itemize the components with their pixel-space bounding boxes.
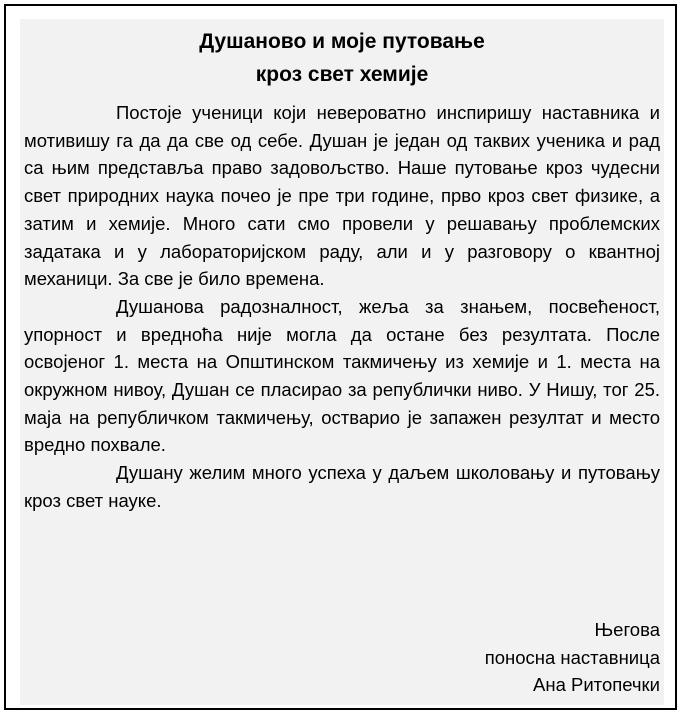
article-frame [4,4,677,710]
paragraph-1: Постоје ученици који невероватно инспиришу наставника и мотивишу га да да све од себе. Душан је један од таквих ученика и рад са њим представља право задовољство. Наше путовање кроз чудесни свет природних наука почео је пре три године, прво кроз свет физике, а затим и хемије. Много сати смо провели у решавању проблемских задатака и у лабораторијском раду, али и у разговору о квантној механици. За све је било времена. [24,102,660,290]
article-sheet [20,19,664,705]
signature-line-1: Његова [594,619,660,640]
article-title-line-1: Душаново и моје путовање [199,30,485,53]
paragraph-2: Душанова радозналност, жеља за знањем, посвећеност, упорност и вредноћа није могла да остане без резултата. После освојеног 1. места на Општинском такмичењу из хемије и 1. места на окружном нивоу, Душан се пласирао за републички ниво. У Нишу, тог 25. маја на републичком такмичењу, остварио је запажен резултат и место вредно похвале. [24,295,660,456]
article-body [24,99,660,515]
signature-author-name: Ана Ритопечки [533,674,660,696]
signature-block [485,616,660,699]
paragraph-3: Душану желим много успеха у даљем школовању и путовању кроз свет науке. [24,462,660,511]
article-title-line-2: кроз свет хемије [255,63,429,86]
signature-line-2: поносна наставница [484,646,660,668]
